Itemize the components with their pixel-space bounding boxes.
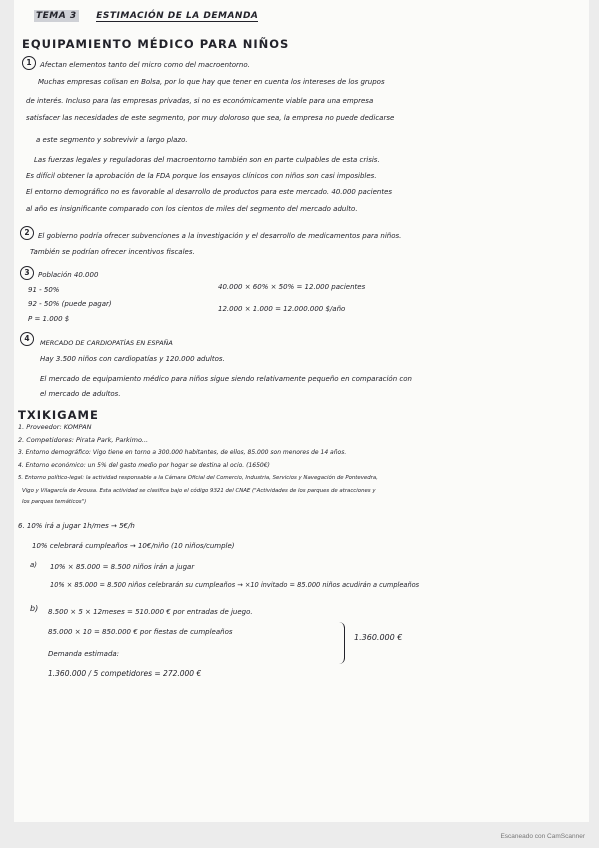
list-item: 4. Entorno económico: un 5% del gasto medio por hogar se destina al ocio. (1650€) <box>18 462 270 469</box>
p2-line: El gobierno podría ofrecer subvenciones a la investigación y el desarrollo de medicamentos para niños. <box>38 232 402 240</box>
revenue-calc: 12.000 × 1.000 = 12.000.000 $/año <box>218 305 346 313</box>
point-number-3: 3 <box>20 266 34 280</box>
point-number-4: 4 <box>20 332 34 346</box>
notebook-page <box>14 0 589 822</box>
part-b-line: 8.500 × 5 × 12meses = 510.000 € por entradas de juego. <box>48 608 253 616</box>
list-item: 1. Proveedor: KOMPAN <box>18 423 92 431</box>
item6-line: 10% celebrará cumpleaños → 10€/niño (10 niños/cumple) <box>32 542 235 550</box>
topic-label: TEMA 3 <box>36 11 77 21</box>
list-item: 2. Competidores: Pirata Park, Parkimo... <box>18 436 149 444</box>
list-item: Vigo y Vilagarcía de Arousa. Esta actividad se clasifica bajo el código 9321 del CNAE ("Actividades de los parques de atracciones y <box>22 488 376 494</box>
demand-calc: 1.360.000 / 5 competidores = 272.000 € <box>48 669 202 678</box>
demand-label: Demanda estimada: <box>48 650 120 658</box>
section-title-txikigame: TXIKIGAME <box>18 408 99 422</box>
p2-line: También se podrían ofrecer incentivos fiscales. <box>30 248 195 256</box>
p1-line: Afectan elementos tanto del micro como del macroentorno. <box>40 61 250 69</box>
p1-line: Es difícil obtener la aprobación de la FDA porque los ensayos clínicos con niños son casi imposibles. <box>26 172 377 180</box>
part-b-line: 85.000 × 10 = 850.000 € por fiestas de cumpleaños <box>48 628 233 636</box>
part-a-label: a) <box>30 561 38 569</box>
item6-line: 6. 10% irá a jugar 1h/mes → 5€/h <box>18 522 135 530</box>
population-line: Población 40.000 <box>38 271 99 279</box>
list-item: 5. Entorno político-legal: la actividad responsable a la Cámara Oficial del Comercio, Industria, Servicios y Navegación de Pontevedra, <box>18 475 378 481</box>
sum-brace <box>338 622 345 664</box>
page-header <box>34 10 258 22</box>
part-b-total: 1.360.000 € <box>354 633 403 642</box>
p3-left-line: 92 - 50% (puede pagar) <box>28 300 112 308</box>
point-number-1: 1 <box>22 56 36 70</box>
p1-line: Las fuerzas legales y reguladoras del macroentorno también son en parte culpables de esta crisis. <box>34 156 380 164</box>
part-a-line: 10% × 85.000 = 8.500 niños celebrarán su cumpleaños → ×10 invitado = 85.000 niños acudirán a cumpleaños <box>50 581 420 589</box>
p4-heading: MERCADO DE CARDIOPATÍAS EN ESPAÑA <box>40 339 173 347</box>
section-title-equipamiento: EQUIPAMIENTO MÉDICO PARA NIÑOS <box>22 37 290 51</box>
part-a-line: 10% × 85.000 = 8.500 niños irán a jugar <box>50 563 195 571</box>
p1-line: a este segmento y sobrevivir a largo plazo. <box>36 136 188 144</box>
p3-left-line: P = 1.000 $ <box>28 315 70 323</box>
p1-line: de interés. Incluso para las empresas privadas, si no es económicamente viable para una empresa <box>26 97 374 105</box>
list-item: los parques temáticos") <box>22 499 87 505</box>
part-b-label: b) <box>30 604 39 613</box>
list-item: 3. Entorno demográfico: Vigo tiene en torno a 300.000 habitantes, de ellos, 85.000 son menores de 14 años. <box>18 449 347 456</box>
p1-line: El entorno demográfico no es favorable al desarrollo de productos para este mercado. 40.000 pacientes <box>26 188 393 196</box>
p1-line: al año es insignificante comparado con los cientos de miles del segmento del mercado adulto. <box>26 205 358 213</box>
topic-title: ESTIMACIÓN DE LA DEMANDA <box>96 11 259 21</box>
p4-line: el mercado de adultos. <box>40 390 121 398</box>
scanner-watermark: Escaneado con CamScanner <box>500 833 585 840</box>
point-number-2: 2 <box>20 226 34 240</box>
p4-line: El mercado de equipamiento médico para niños sigue siendo relativamente pequeño en comparación con <box>40 375 412 383</box>
p4-line: Hay 3.500 niños con cardiopatías y 120.000 adultos. <box>40 355 225 363</box>
p1-line: Muchas empresas colisan en Bolsa, por lo que hay que tener en cuenta los intereses de los grupos <box>38 78 385 86</box>
p1-line: satisfacer las necesidades de este segmento, por muy doloroso que sea, la empresa no puede dedicarse <box>26 114 395 122</box>
p3-left-line: 91 - 50% <box>28 286 60 294</box>
patients-calc: 40.000 × 60% × 50% = 12.000 pacientes <box>218 283 366 291</box>
